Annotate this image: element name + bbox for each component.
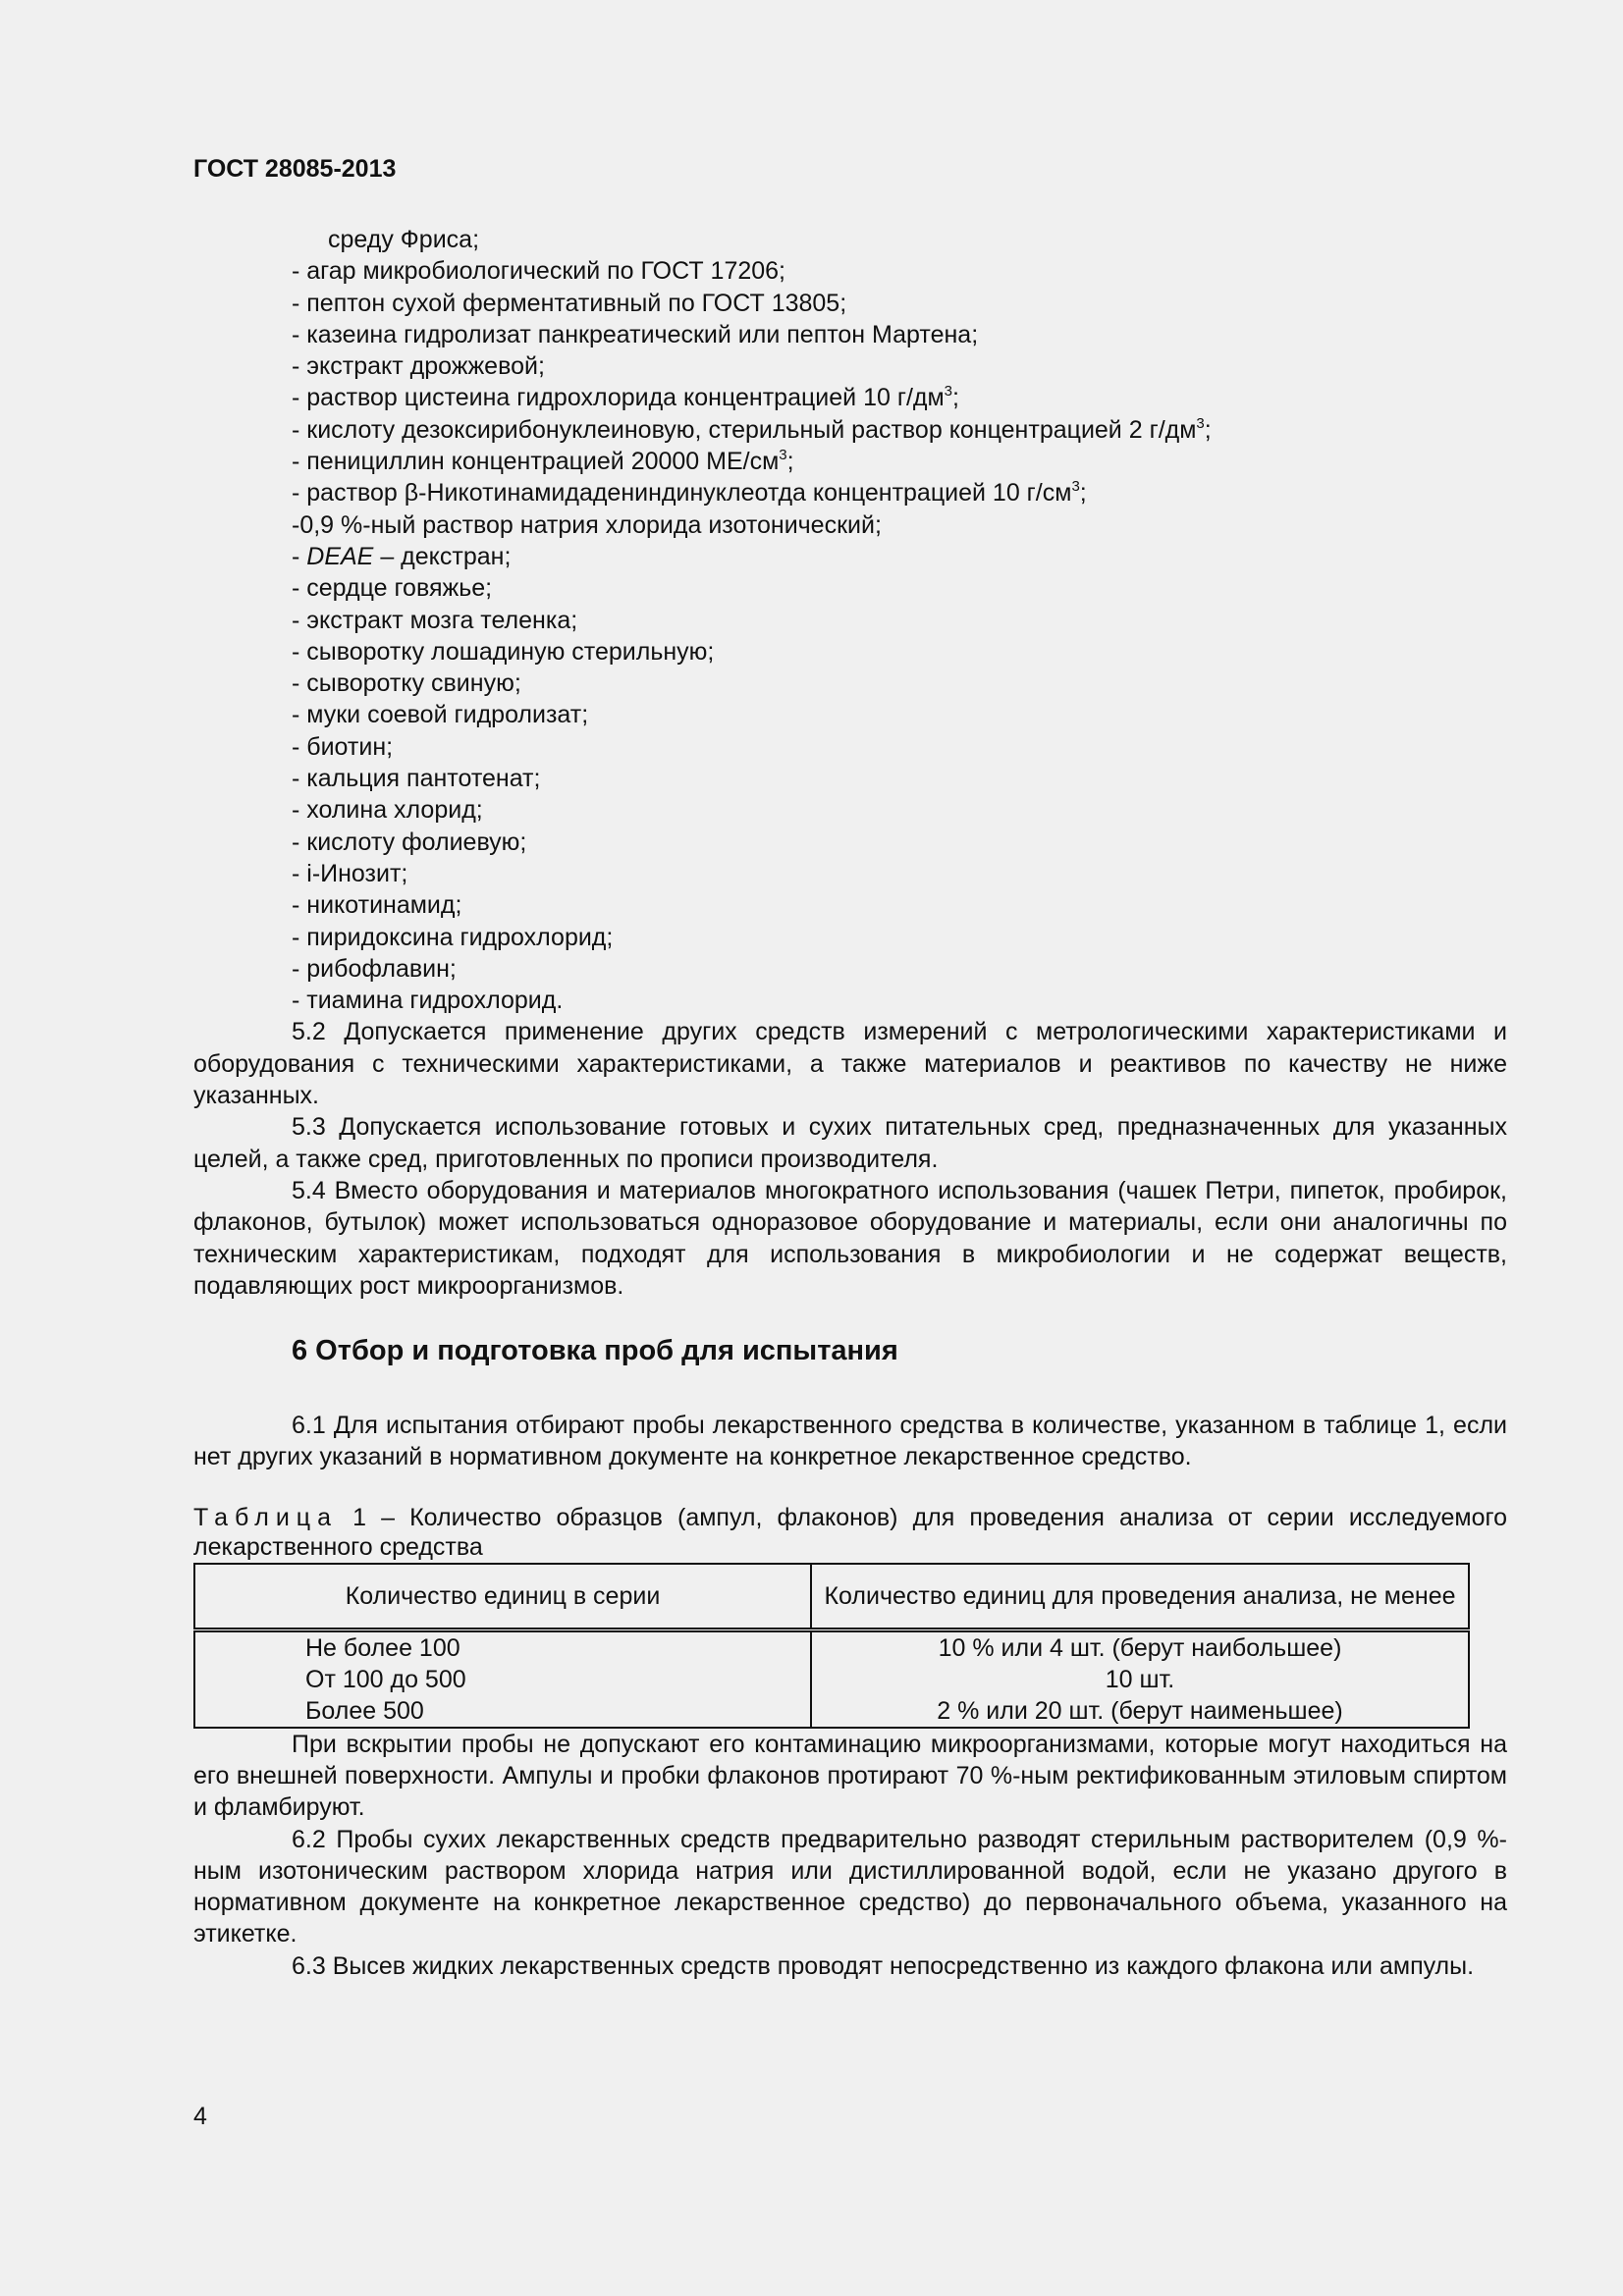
list-item: - муки соевой гидролизат; xyxy=(292,701,589,729)
table-cell: 2 % или 20 шт. (берут наименьшее) xyxy=(811,1695,1469,1728)
list-item-text: ; xyxy=(786,448,794,476)
table-caption-label: Таблица xyxy=(193,1503,339,1531)
list-item: - рибофлавин; xyxy=(292,954,457,983)
list-item: - биотин; xyxy=(292,732,394,761)
list-item xyxy=(193,446,1507,477)
list-item-text: ; xyxy=(952,384,959,412)
superscript: 3 xyxy=(1196,414,1205,432)
list-item-text: - раствор β-Никотинамидадениндинуклеотда концентрацией 10 г/см xyxy=(292,479,1072,507)
paragraph-6-1: 6.1 Для испытания отбирают пробы лекарственного средства в количестве, указанном в таблице 1, если нет других указаний в нормативном документе на конкретное лекарственное средство. xyxy=(193,1412,1507,1471)
list-item: - пиридоксина гидрохлорид; xyxy=(292,923,614,951)
list-item: - сыворотку лошадиную стерильную; xyxy=(292,637,715,666)
list-item: - никотинамид; xyxy=(292,891,462,920)
superscript: 3 xyxy=(944,383,953,400)
list-items xyxy=(193,255,1507,1016)
table-cell: Не более 100 xyxy=(194,1629,811,1664)
list-item: - агар микробиологический по ГОСТ 17206; xyxy=(292,257,786,286)
table-cell: 10 % или 4 шт. (берут наибольшее) xyxy=(811,1629,1469,1664)
paragraph-6-3: 6.3 Высев жидких лекарственных средств проводят непосредственно из каждого флакона или ампулы. xyxy=(292,1951,1475,1980)
list-item-emphasis: DEAE xyxy=(306,542,374,570)
list-item-text: - кислоту дезоксирибонуклеиновую, стерильный раствор концентрацией 2 г/дм xyxy=(292,415,1197,444)
list-item-text: – декстран; xyxy=(373,542,512,570)
standard-code: ГОСТ 28085-2013 xyxy=(193,155,397,183)
superscript: 3 xyxy=(1071,478,1080,496)
samples-table xyxy=(193,1563,1470,1729)
list-item-text: ; xyxy=(1204,415,1212,444)
list-item: -0,9 %-ный раствор натрия хлорида изотонический; xyxy=(292,510,882,539)
superscript: 3 xyxy=(779,447,787,464)
table-cell: Более 500 xyxy=(194,1695,811,1728)
list-item xyxy=(193,382,1507,413)
section-6-heading: 6 Отбор и подготовка проб для испытания xyxy=(292,1335,898,1367)
table-cell: От 100 до 500 xyxy=(194,1664,811,1695)
table-cell: 10 шт. xyxy=(811,1664,1469,1695)
paragraph-5-3: 5.3 Допускается использование готовых и сухих питательных сред, предназначенных для указанных целей, а также сред, приготовленных по прописи производителя. xyxy=(193,1113,1507,1173)
list-item-text: - раствор цистеина гидрохлорида концентрацией 10 г/дм xyxy=(292,384,945,412)
materials-list xyxy=(193,224,1507,1016)
list-item: - тиамина гидрохлорид. xyxy=(292,987,564,1015)
list-item: - кальция пантотенат; xyxy=(292,765,541,793)
list-item: - кислоту фолиевую; xyxy=(292,828,527,856)
paragraph-5-4: 5.4 Вместо оборудования и материалов многократного использования (чашек Петри, пипеток, пробирок, флаконов, бутылок) может использоваться одноразовое оборудование и материалы, если они аналогичны по техническим характеристикам, подходят для использования в микробиологии и не содержат веществ, подавляющих рост микроорганизмов. xyxy=(193,1176,1507,1300)
list-item xyxy=(193,477,1507,508)
list-item: - холина хлорид; xyxy=(292,796,483,825)
list-item-text: - пенициллин концентрацией 20000 МЕ/см xyxy=(292,448,780,476)
list-continuation: среду Фриса; xyxy=(328,226,480,253)
section-5-paragraphs xyxy=(193,1016,1507,1302)
list-item: - казеина гидролизат панкреатический или пептон Мартена; xyxy=(292,320,979,348)
table-header-cell: Количество единиц для проведения анализа, не менее xyxy=(811,1564,1469,1630)
table-caption-text: 1 – Количество образцов (ампул, флаконов) для проведения анализа от серии исследуемого лекарственного средства xyxy=(193,1503,1507,1561)
list-item-text: ; xyxy=(1079,479,1087,507)
table-row xyxy=(194,1695,1469,1728)
list-item xyxy=(193,414,1507,446)
list-item: - пептон сухой ферментативный по ГОСТ 13805; xyxy=(292,289,847,317)
list-item: - сыворотку свиную; xyxy=(292,669,521,698)
list-item xyxy=(193,541,1507,572)
table-caption xyxy=(193,1503,1507,1562)
list-item: - экстракт мозга теленка; xyxy=(292,606,578,634)
list-item: - экстракт дрожжевой; xyxy=(292,352,545,381)
table-header-row xyxy=(194,1564,1469,1630)
list-item: - i-Инозит; xyxy=(292,859,408,887)
table-row xyxy=(194,1629,1469,1664)
page-number: 4 xyxy=(193,2103,207,2130)
list-item: - сердце говяжье; xyxy=(292,574,493,603)
table-row xyxy=(194,1664,1469,1695)
list-item-text: - xyxy=(292,542,307,570)
page-content xyxy=(193,224,1507,1982)
paragraph-5-2: 5.2 Допускается применение других средств измерений с метрологическими характеристиками и оборудования с техническими характеристиками, а также материалов и реактивов по качеству не ниже указанных. xyxy=(193,1018,1507,1110)
paragraph-after-table: При вскрытии пробы не допускают его контаминацию микроорганизмами, которые могут находиться на его внешней поверхности. Ампулы и пробки флаконов протирают 70 %-ным ректификованным этиловым спиртом и фламбируют. xyxy=(193,1730,1507,1822)
paragraph-6-2: 6.2 Пробы сухих лекарственных средств предварительно разводят стерильным растворителем (0,9 %-ным изотоническим раствором хлорида натрия или дистиллированной водой, если не указано другого в нормативном документе на конкретное лекарственное средство) до первоначального объема, указанного на этикетке. xyxy=(193,1825,1507,1949)
table-header-cell: Количество единиц в серии xyxy=(194,1564,811,1630)
